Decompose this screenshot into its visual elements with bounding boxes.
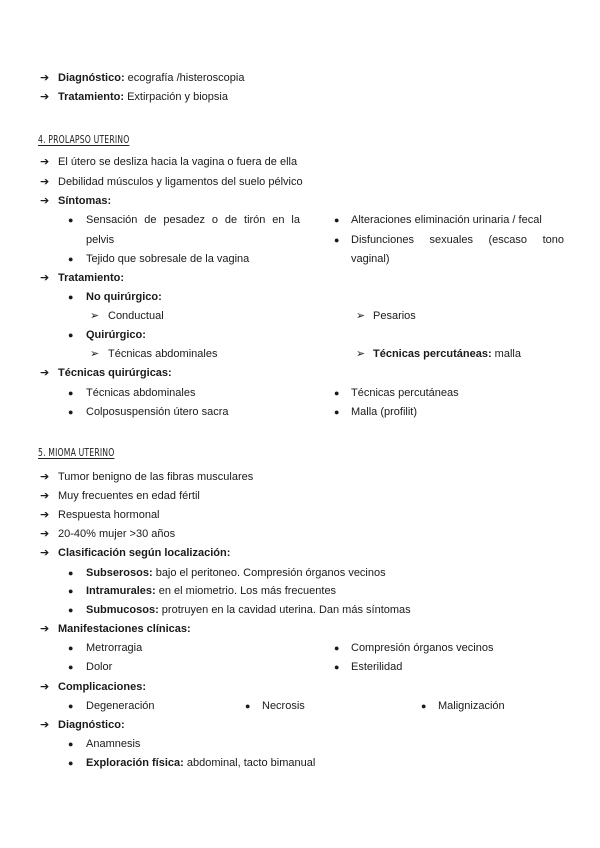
bullet-icon: ●	[68, 758, 74, 768]
bullet-icon: ●	[245, 701, 251, 711]
s5-point-3: Respuesta hormonal	[58, 509, 160, 521]
sintoma-disfunciones-cont: vaginal)	[351, 253, 390, 265]
subserosos-item: Subserosos: bajo el peritoneo. Compresión órganos vecinos	[86, 567, 386, 579]
arrow-icon: ➔	[40, 71, 50, 84]
no-quirurgico-pesarios: Pesarios	[373, 310, 416, 322]
submucosos-item: Submucosos: protruyen en la cavidad uterina. Dan más síntomas	[86, 604, 411, 616]
diag-anamnesis: Anamnesis	[86, 738, 141, 750]
bullet-icon: ●	[68, 739, 74, 749]
s5-point-1: Tumor benigno de las fibras musculares	[58, 471, 254, 483]
quirurgico-label: Quirúrgico:	[86, 329, 146, 341]
sintoma-tejido: Tejido que sobresale de la vagina	[86, 253, 250, 265]
s5-point-4: 20-40% mujer >30 años	[58, 528, 176, 540]
bullet-icon: ●	[68, 701, 74, 711]
arrow-icon: ➔	[40, 271, 50, 284]
tratamiento-line: Tratamiento: Extirpación y biopsia	[58, 91, 228, 103]
diagnostico-label: Diagnóstico:	[58, 719, 125, 731]
s4-point-1: El útero se desliza hacia la vagina o fuera de ella	[58, 156, 298, 168]
sintoma-pesadez-cont: pelvis	[86, 234, 115, 246]
arrow-icon: ➔	[40, 508, 50, 521]
arrow-icon: ➔	[40, 194, 50, 207]
section-4-heading: 4. PROLAPSO UTERINO	[38, 133, 130, 146]
arrow-icon: ➔	[40, 546, 50, 559]
sintoma-alteraciones: Alteraciones eliminación urinaria / fecal	[351, 214, 542, 226]
clasificacion-label: Clasificación según localización:	[58, 547, 231, 559]
compl-degeneracion: Degeneración	[86, 700, 155, 712]
bullet-icon: ●	[334, 662, 340, 672]
arrow-icon: ➔	[40, 366, 50, 379]
bullet-icon: ●	[68, 330, 74, 340]
arrow-icon: ➔	[40, 527, 50, 540]
manif-dolor: Dolor	[86, 661, 113, 673]
bullet-icon: ●	[68, 662, 74, 672]
chevron-icon: ➢	[356, 347, 366, 360]
intramurales-item: Intramurales: en el miometrio. Los más frecuentes	[86, 585, 337, 597]
bullet-icon: ●	[334, 388, 340, 398]
s4-point-2: Debilidad músculos y ligamentos del suelo pélvico	[58, 176, 303, 188]
manifestaciones-label: Manifestaciones clínicas:	[58, 623, 191, 635]
bullet-icon: ●	[68, 407, 74, 417]
tecnica-abdominales: Técnicas abdominales	[86, 387, 196, 399]
chevron-icon: ➢	[90, 347, 100, 360]
arrow-icon: ➔	[40, 175, 50, 188]
compl-malignizacion: Malignización	[438, 700, 505, 712]
chevron-icon: ➢	[90, 309, 100, 322]
bullet-icon: ●	[334, 643, 340, 653]
quirurgico-abdominales: Técnicas abdominales	[108, 348, 218, 360]
bullet-icon: ●	[68, 254, 74, 264]
manif-compresion: Compresión órganos vecinos	[351, 642, 494, 654]
sintomas-label: Síntomas:	[58, 195, 112, 207]
arrow-icon: ➔	[40, 90, 50, 103]
arrow-icon: ➔	[40, 680, 50, 693]
section-5-heading: 5. MIOMA UTERINO	[38, 446, 115, 459]
bullet-icon: ●	[68, 568, 74, 578]
diag-exploracion: Exploración física: abdominal, tacto bimanual	[86, 757, 316, 769]
tecnica-malla: Malla (profilit)	[351, 406, 418, 418]
no-quirurgico-conductual: Conductual	[108, 310, 164, 322]
manif-esterilidad: Esterilidad	[351, 661, 403, 673]
tecnica-colposuspension: Colposuspensión útero sacra	[86, 406, 229, 418]
arrow-icon: ➔	[40, 718, 50, 731]
s5-point-2: Muy frecuentes en edad fértil	[58, 490, 200, 502]
bullet-icon: ●	[68, 643, 74, 653]
compl-necrosis: Necrosis	[262, 700, 305, 712]
arrow-icon: ➔	[40, 622, 50, 635]
bullet-icon: ●	[68, 388, 74, 398]
bullet-icon: ●	[334, 215, 340, 225]
chevron-icon: ➢	[356, 309, 366, 322]
arrow-icon: ➔	[40, 155, 50, 168]
bullet-icon: ●	[334, 407, 340, 417]
sintoma-disfunciones: Disfunciones sexuales (escaso tono	[351, 234, 564, 246]
arrow-icon: ➔	[40, 489, 50, 502]
bullet-icon: ●	[334, 235, 340, 245]
bullet-icon: ●	[68, 292, 74, 302]
tecnicas-quirurgicas-label: Técnicas quirúrgicas:	[58, 367, 172, 379]
quirurgico-percutaneas: Técnicas percutáneas: malla	[373, 348, 521, 360]
manif-metrorragia: Metrorragia	[86, 642, 143, 654]
bullet-icon: ●	[68, 215, 74, 225]
complicaciones-label: Complicaciones:	[58, 681, 147, 693]
bullet-icon: ●	[68, 605, 74, 615]
tratamiento-label: Tratamiento:	[58, 272, 125, 284]
bullet-icon: ●	[421, 701, 427, 711]
no-quirurgico-label: No quirúrgico:	[86, 291, 162, 303]
bullet-icon: ●	[68, 586, 74, 596]
tecnica-percutaneas: Técnicas percutáneas	[351, 387, 459, 399]
diagnostico-line: Diagnóstico: ecografía /histeroscopia	[58, 72, 245, 84]
sintoma-pesadez: Sensación de pesadez o de tirón en la	[86, 214, 300, 226]
arrow-icon: ➔	[40, 470, 50, 483]
